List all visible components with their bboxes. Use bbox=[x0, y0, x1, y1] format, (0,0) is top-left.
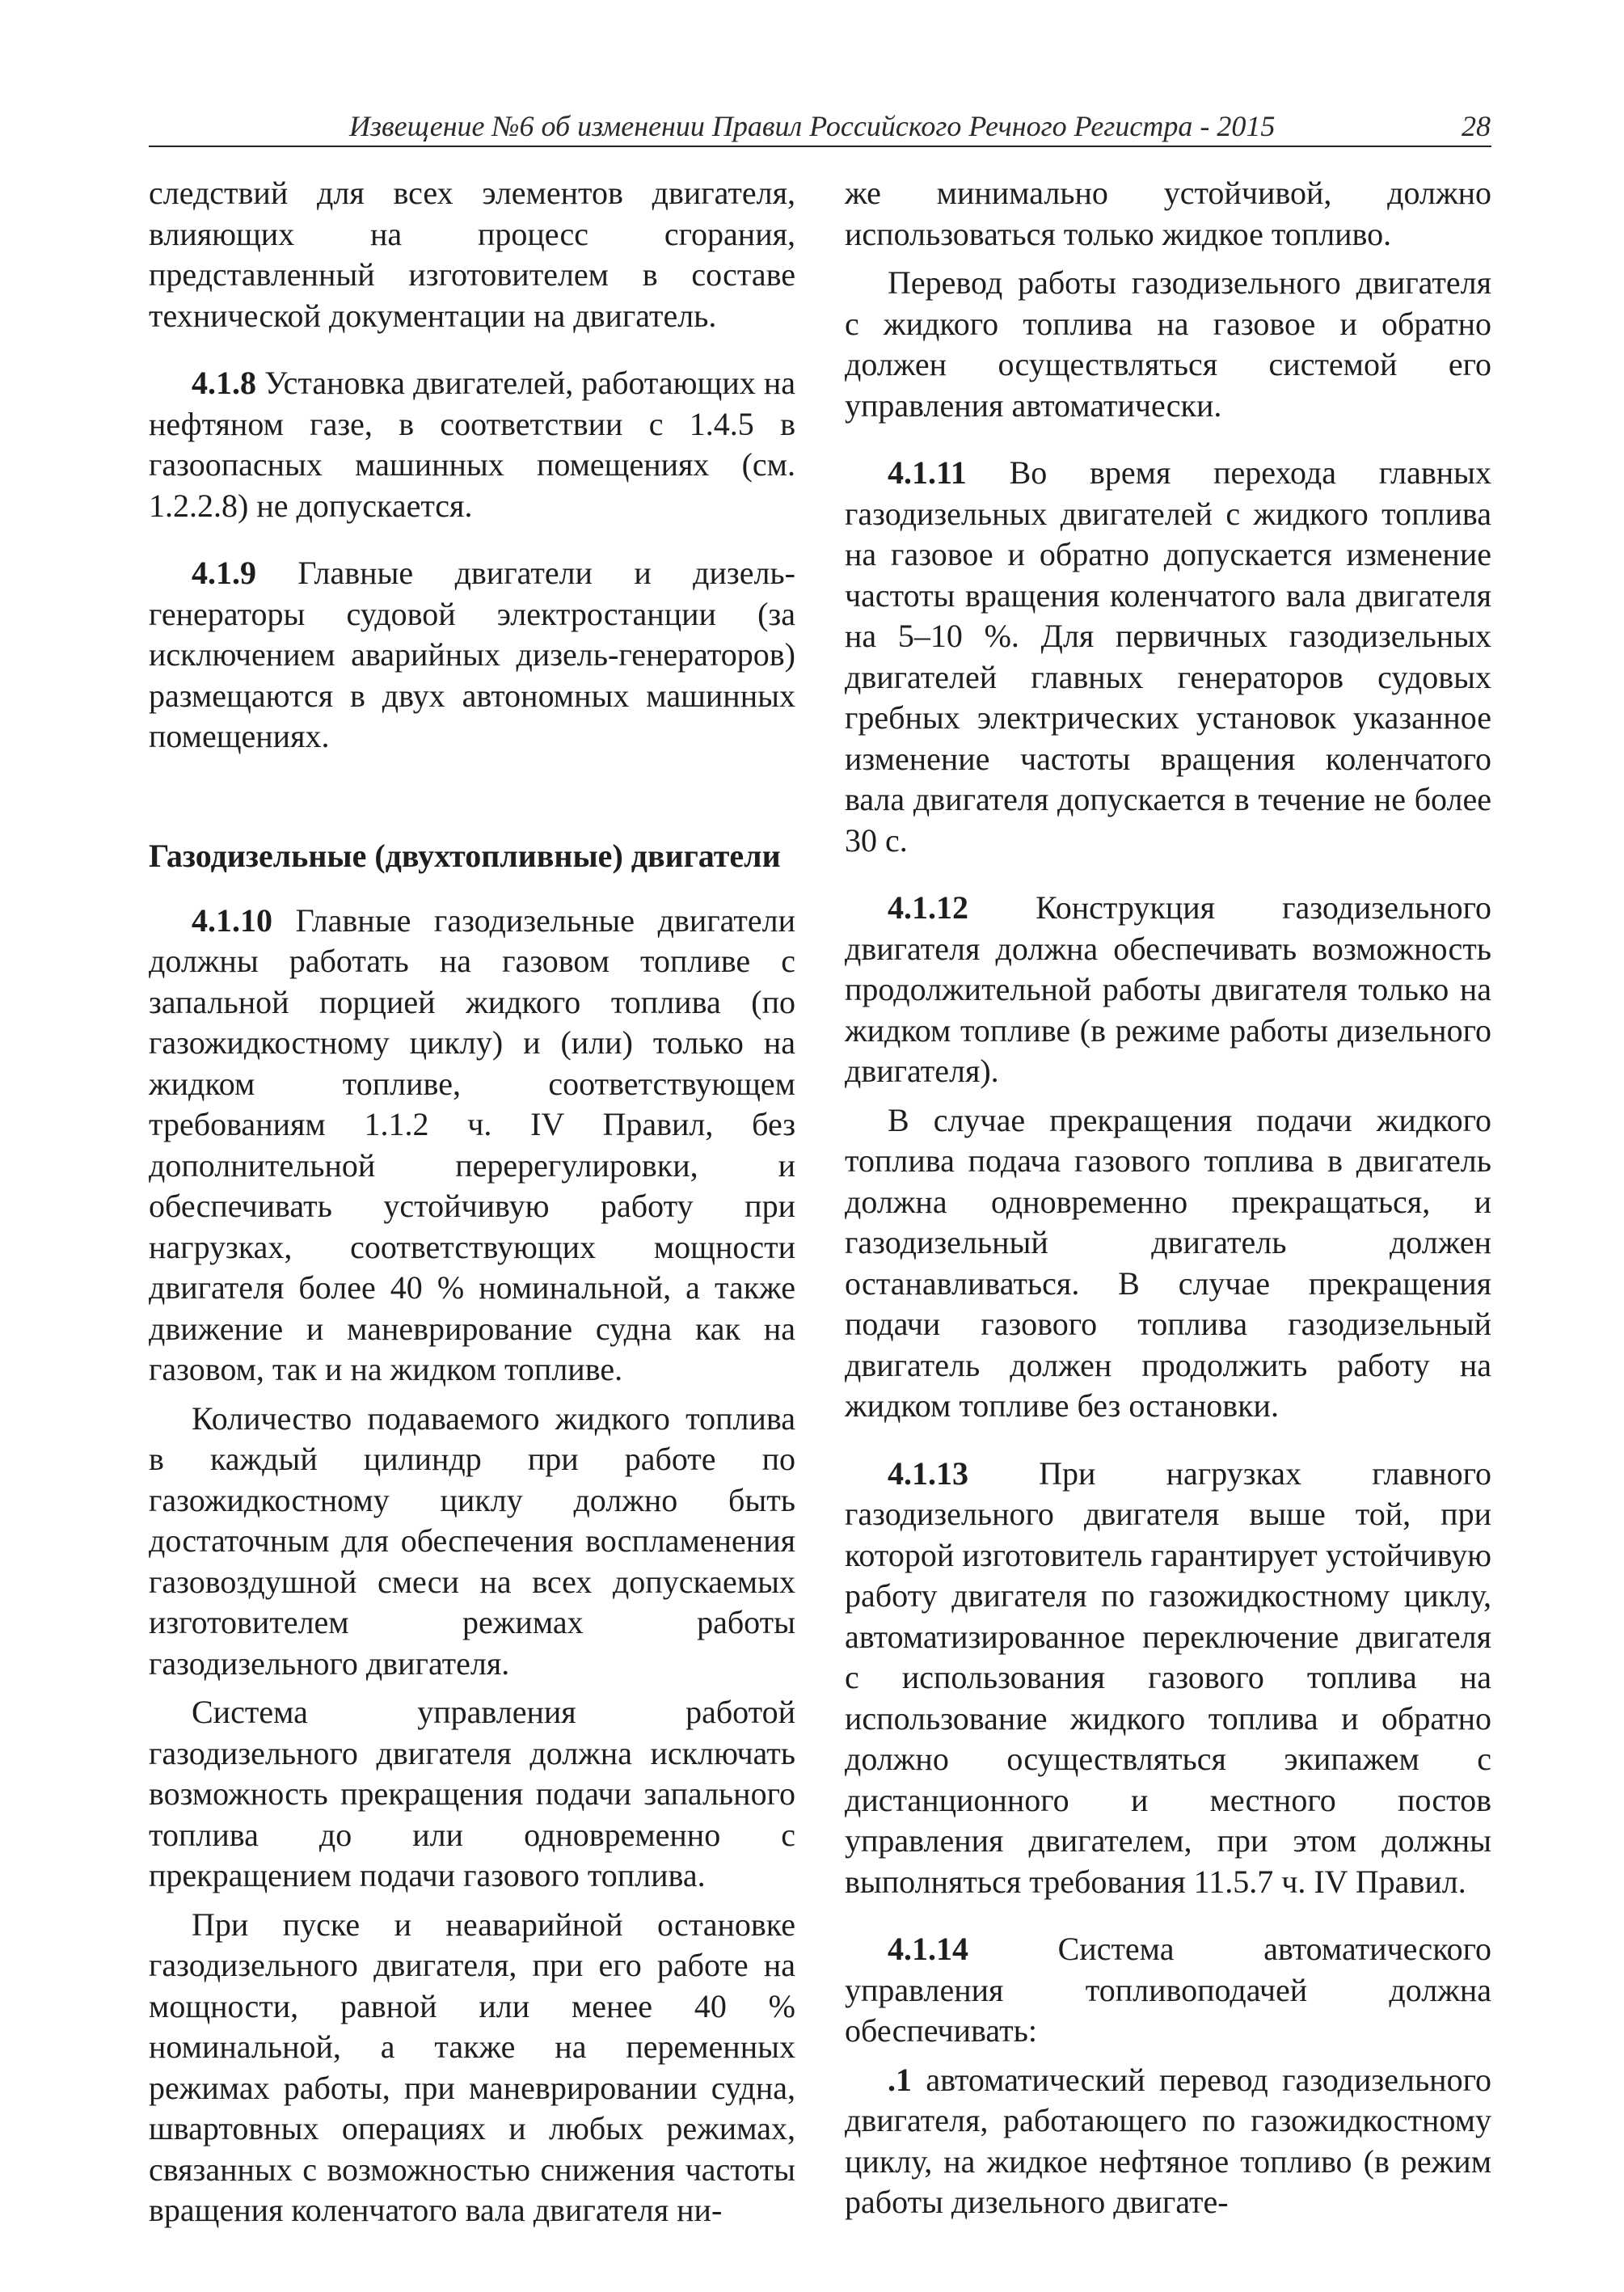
clause-number: 4.1.13 bbox=[888, 1454, 968, 1492]
paragraph: В случае прекращения подачи жидкого топлива подача газового топлива в двигатель должна одновременно прекращаться, и газодизельный двигатель должен останавливаться. В случае прекращения подачи газового топлива газодизельный двигатель должен продолжить работу на жидком топливе без остановки. bbox=[845, 1101, 1491, 1424]
paragraph-continuation: же минимально устойчивой, должно использоваться только жидкое топливо. bbox=[845, 175, 1491, 252]
clause-number: 4.1.12 bbox=[888, 889, 968, 926]
clause-4-1-13 bbox=[845, 1454, 1491, 1903]
running-header bbox=[149, 109, 1491, 145]
clause-4-1-14 bbox=[845, 1929, 1491, 2052]
clause-text: Главные двигатели и дизель-генераторы судовой электростанции (за исключением аварийных дизель-генераторов) размещаются в двух автономных машинных помещениях. bbox=[149, 555, 795, 754]
clause-4-1-8 bbox=[149, 363, 795, 526]
paragraph: Количество подаваемого жидкого топлива в каждый цилиндр при работе по газожидкостному циклу должно быть достаточным для обеспечения воспламенения газовоздушной смеси на всех допускаемых изготовителем режимах работы газодизельного двигателя. bbox=[149, 1399, 795, 1682]
header-title: Извещение №6 об изменении Правил Российского Речного Регистра - 2015 bbox=[349, 110, 1276, 142]
left-column bbox=[149, 173, 795, 2231]
clause-text: Конструкция газодизельного двигателя должна обеспечивать возможность продолжительной работы двигателя только на жидком топливе (в режиме работы дизельного двигателя). bbox=[845, 889, 1491, 1089]
clause-number: 4.1.11 bbox=[888, 454, 967, 491]
clause-text: Главные газодизельные двигатели должны работать на газовом топливе с запальной порцией жидкого топлива (по газожидкостному циклу) и (или) только на жидком топливе, соответствующем требованиям 1.1.2 ч. IV Правил, без дополнительной перерегулировки, и обеспечивать устойчивую работу при нагрузках, соответствующих мощности двигателя более 40 % номинальной, а также движение и маневрирование судна как на газовом, так и на жидком топливе. bbox=[149, 901, 795, 1387]
clause-4-1-11 bbox=[845, 453, 1491, 861]
page-number: 28 bbox=[1462, 110, 1491, 142]
clause-number: 4.1.14 bbox=[888, 1931, 968, 1967]
paragraph: Перевод работы газодизельного двигателя с жидкого топлива на газовое и обратно должен осуществляться системой его управления автоматически. bbox=[845, 264, 1491, 424]
clause-4-1-12 bbox=[845, 888, 1491, 1092]
clause-number: 4.1.9 bbox=[192, 555, 256, 591]
clause-4-1-9 bbox=[149, 553, 795, 758]
item-number: .1 bbox=[888, 2061, 912, 2098]
clause-4-1-10 bbox=[149, 901, 795, 1391]
section-heading: Газодизельные (двухтопливные) двигатели bbox=[149, 837, 781, 874]
clause-number: 4.1.8 bbox=[192, 365, 256, 401]
clause-text: При нагрузках главного газодизельного двигателя выше той, при которой изготовитель гарантирует устойчивую работу двигателя по газожидкостному циклу, автоматизированное переключение двигателя с использования газового топлива на использование жидкого топлива и обратно должно осуществляться экипажем с дистанционного и местного постов управления двигателем, при этом должны выполняться требования 11.5.7 ч. IV Правил. bbox=[845, 1454, 1491, 1900]
paragraph: Система управления работой газодизельного двигателя должна исключать возможность прекращения подачи запального топлива до или одновременно с прекращением подачи газового топлива. bbox=[149, 1694, 795, 1893]
right-column bbox=[845, 173, 1491, 2223]
paragraph-continuation: следствий для всех элементов двигателя, влияющих на процесс сгорания, представленный изготовителем в составе технической документации на двигатель. bbox=[149, 175, 795, 334]
list-item-1 bbox=[845, 2060, 1491, 2223]
paragraph: При пуске и неаварийной остановке газодизельного двигателя, при его работе на мощности, равной или менее 40 % номинальной, а также на переменных режимах работы, при маневрировании судна, швартовных операциях и любых режимах, связанных с возможностью снижения частоты вращения коленчатого вала двигателя ни- bbox=[149, 1906, 795, 2228]
clause-number: 4.1.10 bbox=[192, 901, 272, 939]
item-text: автоматический перевод газодизельного двигателя, работающего по газожидкостному циклу, на жидкое нефтяное топливо (в режим работы дизельного двигате- bbox=[845, 2061, 1491, 2220]
clause-text: Система автоматического управления топливоподачей должна обеспечивать: bbox=[845, 1931, 1491, 2049]
clause-text: Во время перехода главных газодизельных двигателей с жидкого топлива на газовое и обратно допускается изменение частоты вращения коленчатого вала двигателя на 5–10 %. Для первичных газодизельных двигателей главных генераторов судовых гребных электрических установок указанное изменение частоты вращения коленчатого вала двигателя допускается в течение не более 30 с. bbox=[845, 454, 1491, 859]
clause-text: Установка двигателей, работающих на нефтяном газе, в соответствии с 1.4.5 в газоопасных машинных помещениях (см. 1.2.2.8) не допускается. bbox=[149, 365, 795, 524]
header-rule bbox=[149, 146, 1491, 147]
